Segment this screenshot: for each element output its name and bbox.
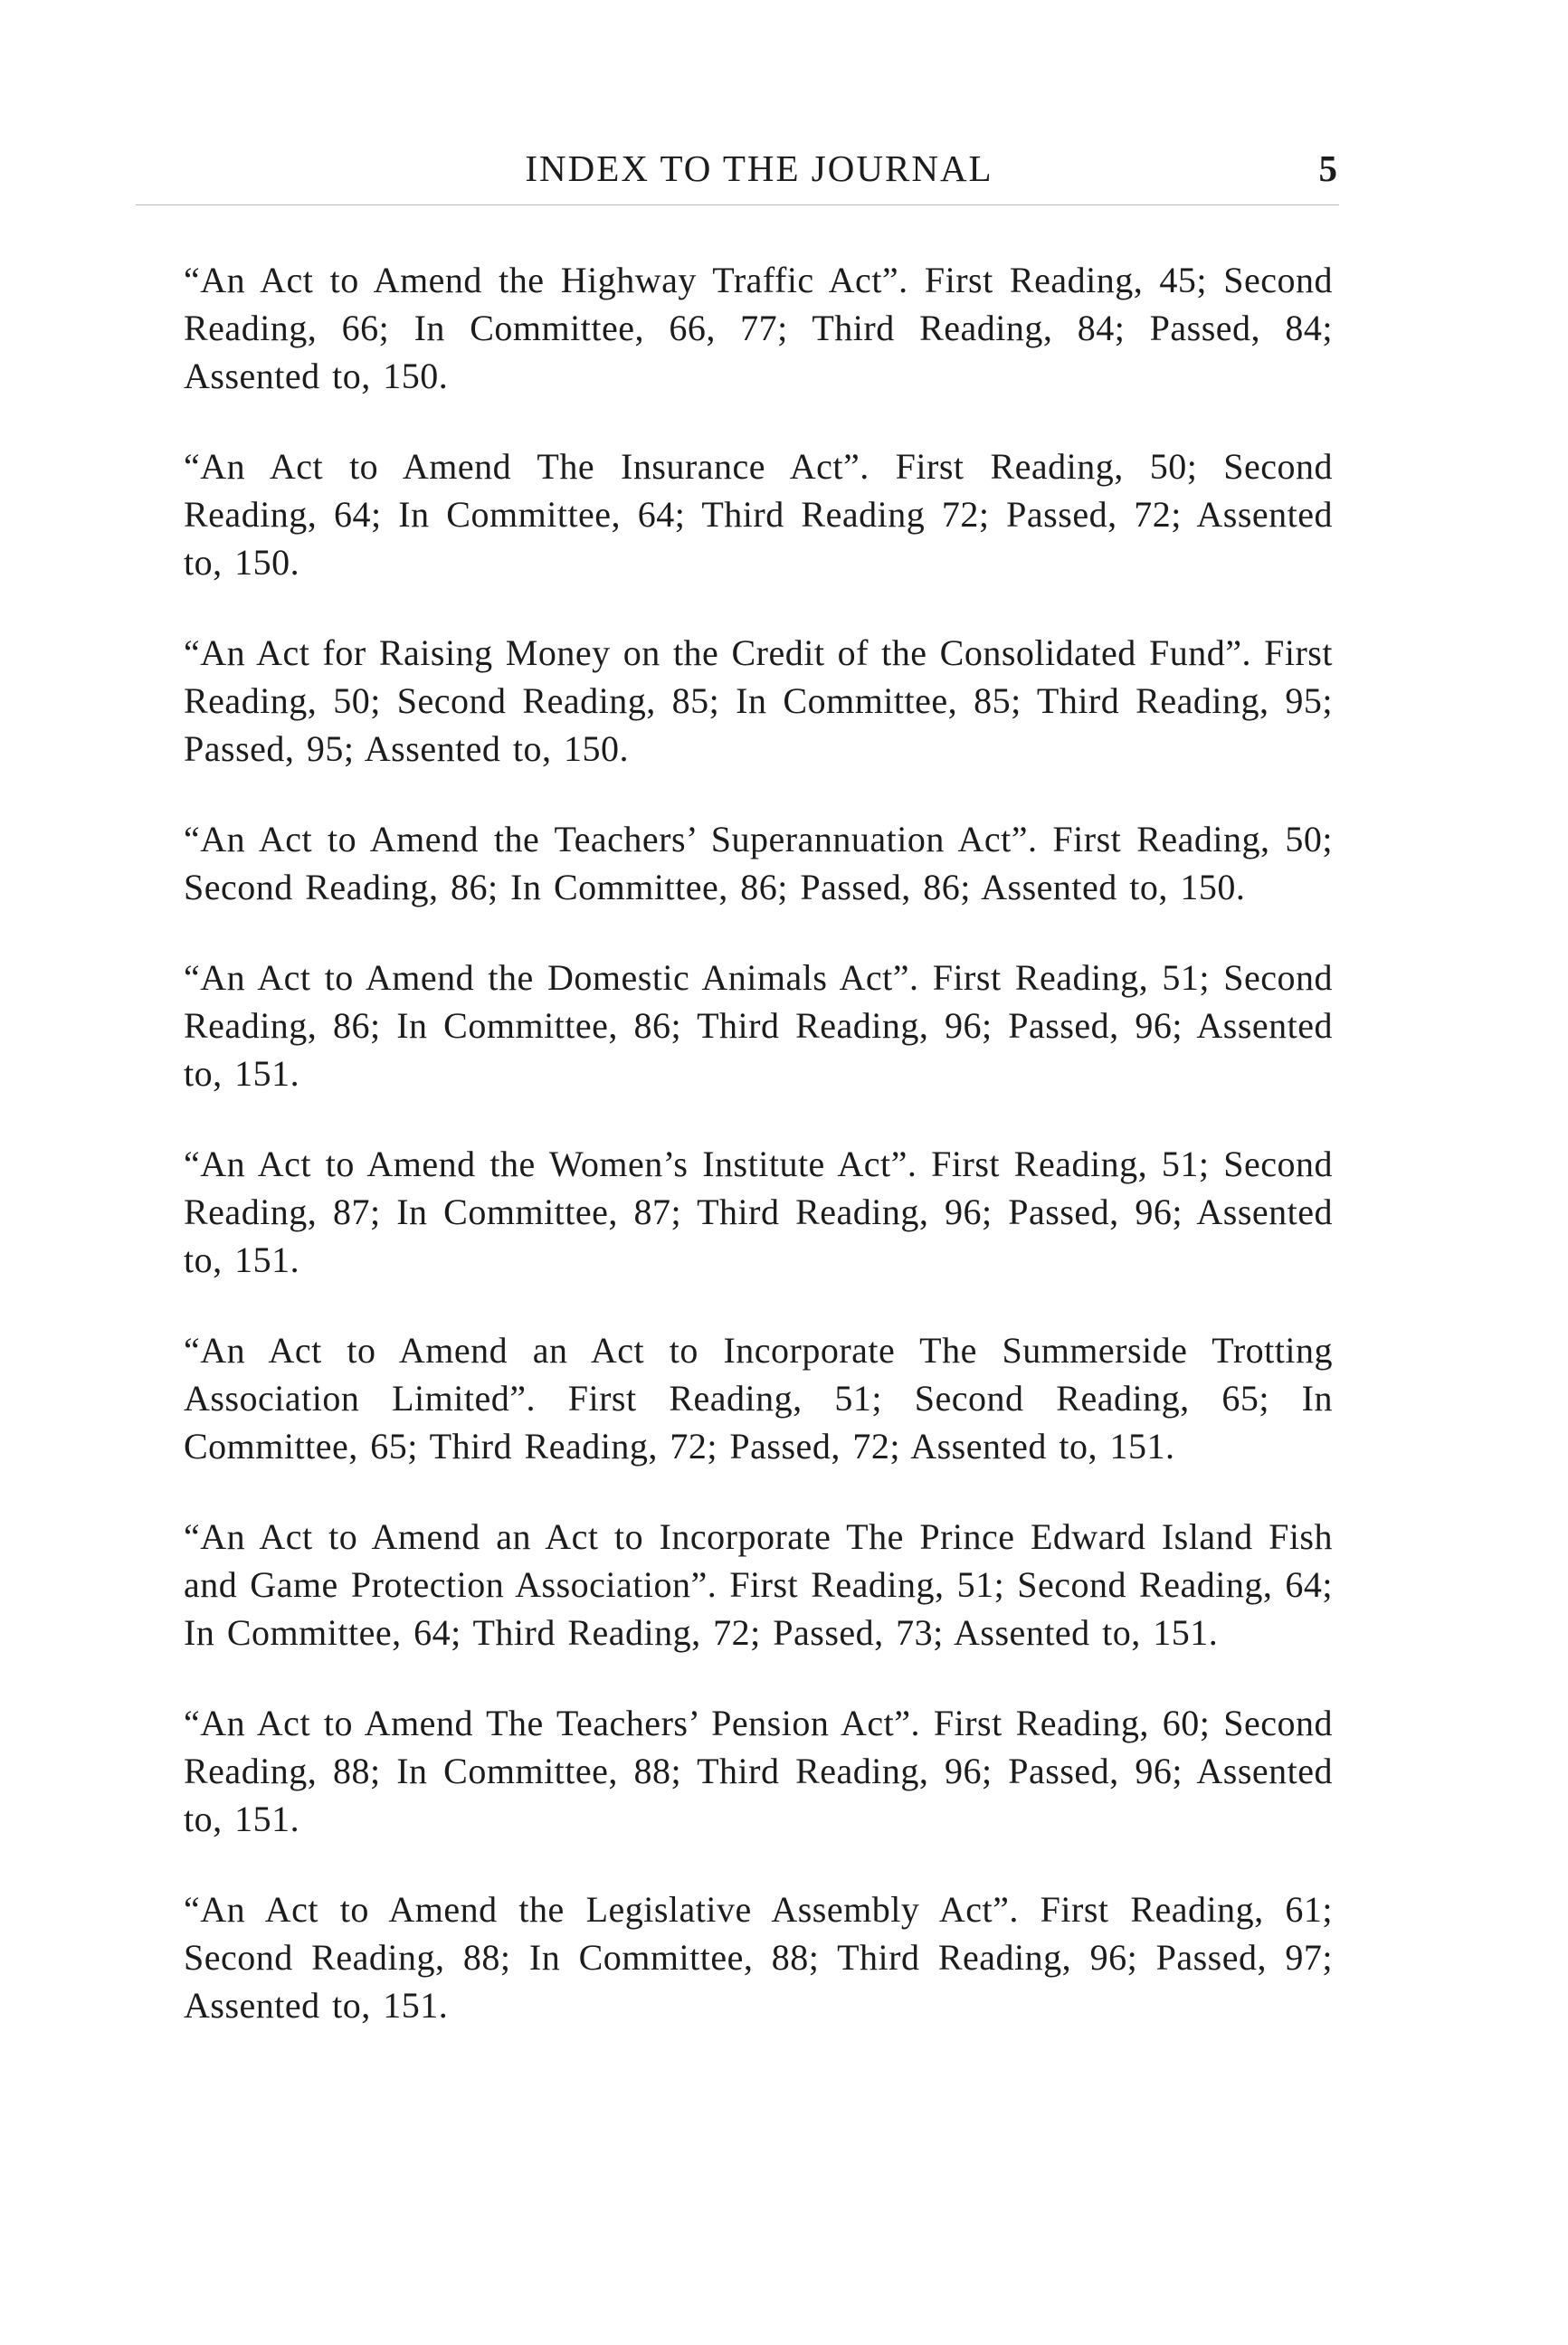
index-entries <box>184 256 1333 2072</box>
index-entry: “An Act to Amend an Act to Incorporate The Prince Edward Island Fish and Game Protection Association”. First Reading, 51; Second Reading, 64; In Committee, 64; Third Reading, 72; Passed, 73; Assented to, 151. <box>184 1516 1333 1653</box>
running-title: INDEX TO THE JOURNAL <box>525 147 993 189</box>
page-number: 5 <box>1318 147 1337 189</box>
index-entry: “An Act for Raising Money on the Credit of the Consolidated Fund”. First Reading, 50; Second Reading, 85; In Committee, 85; Third Reading, 95; Passed, 95; Assented to, 150. <box>184 632 1333 769</box>
index-entry: “An Act to Amend The Insurance Act”. First Reading, 50; Second Reading, 64; In Committee, 64; Third Reading 72; Passed, 72; Assented to, 150. <box>184 446 1333 583</box>
index-entry: “An Act to Amend the Legislative Assembly Act”. First Reading, 61; Second Reading, 88; In Committee, 88; Third Reading, 96; Passed, 97; Assented to, 151. <box>184 1889 1333 2026</box>
index-entry: “An Act to Amend the Domestic Animals Act”. First Reading, 51; Second Reading, 86; In Committee, 86; Third Reading, 96; Passed, 96; Assented to, 151. <box>184 957 1333 1094</box>
index-entry: “An Act to Amend the Women’s Institute Act”. First Reading, 51; Second Reading, 87; In Committee, 87; Third Reading, 96; Passed, 96; Assented to, 151. <box>184 1144 1333 1280</box>
running-head <box>181 147 1337 201</box>
index-entry: “An Act to Amend the Highway Traffic Act”. First Reading, 45; Second Reading, 66; In Committee, 66, 77; Third Reading, 84; Passed, 84; Assented to, 150. <box>184 260 1333 396</box>
index-entry: “An Act to Amend The Teachers’ Pension Act”. First Reading, 60; Second Reading, 88; In Committee, 88; Third Reading, 96; Passed, 96; Assented to, 151. <box>184 1703 1333 1839</box>
index-entry: “An Act to Amend an Act to Incorporate The Summerside Trotting Association Limited”. First Reading, 51; Second Reading, 65; In Committee, 65; Third Reading, 72; Passed, 72; Assented to, 151. <box>184 1330 1333 1467</box>
header-divider <box>136 204 1339 205</box>
index-entry: “An Act to Amend the Teachers’ Superannuation Act”. First Reading, 50; Second Reading, 86; In Committee, 86; Passed, 86; Assented to, 150. <box>184 819 1333 907</box>
